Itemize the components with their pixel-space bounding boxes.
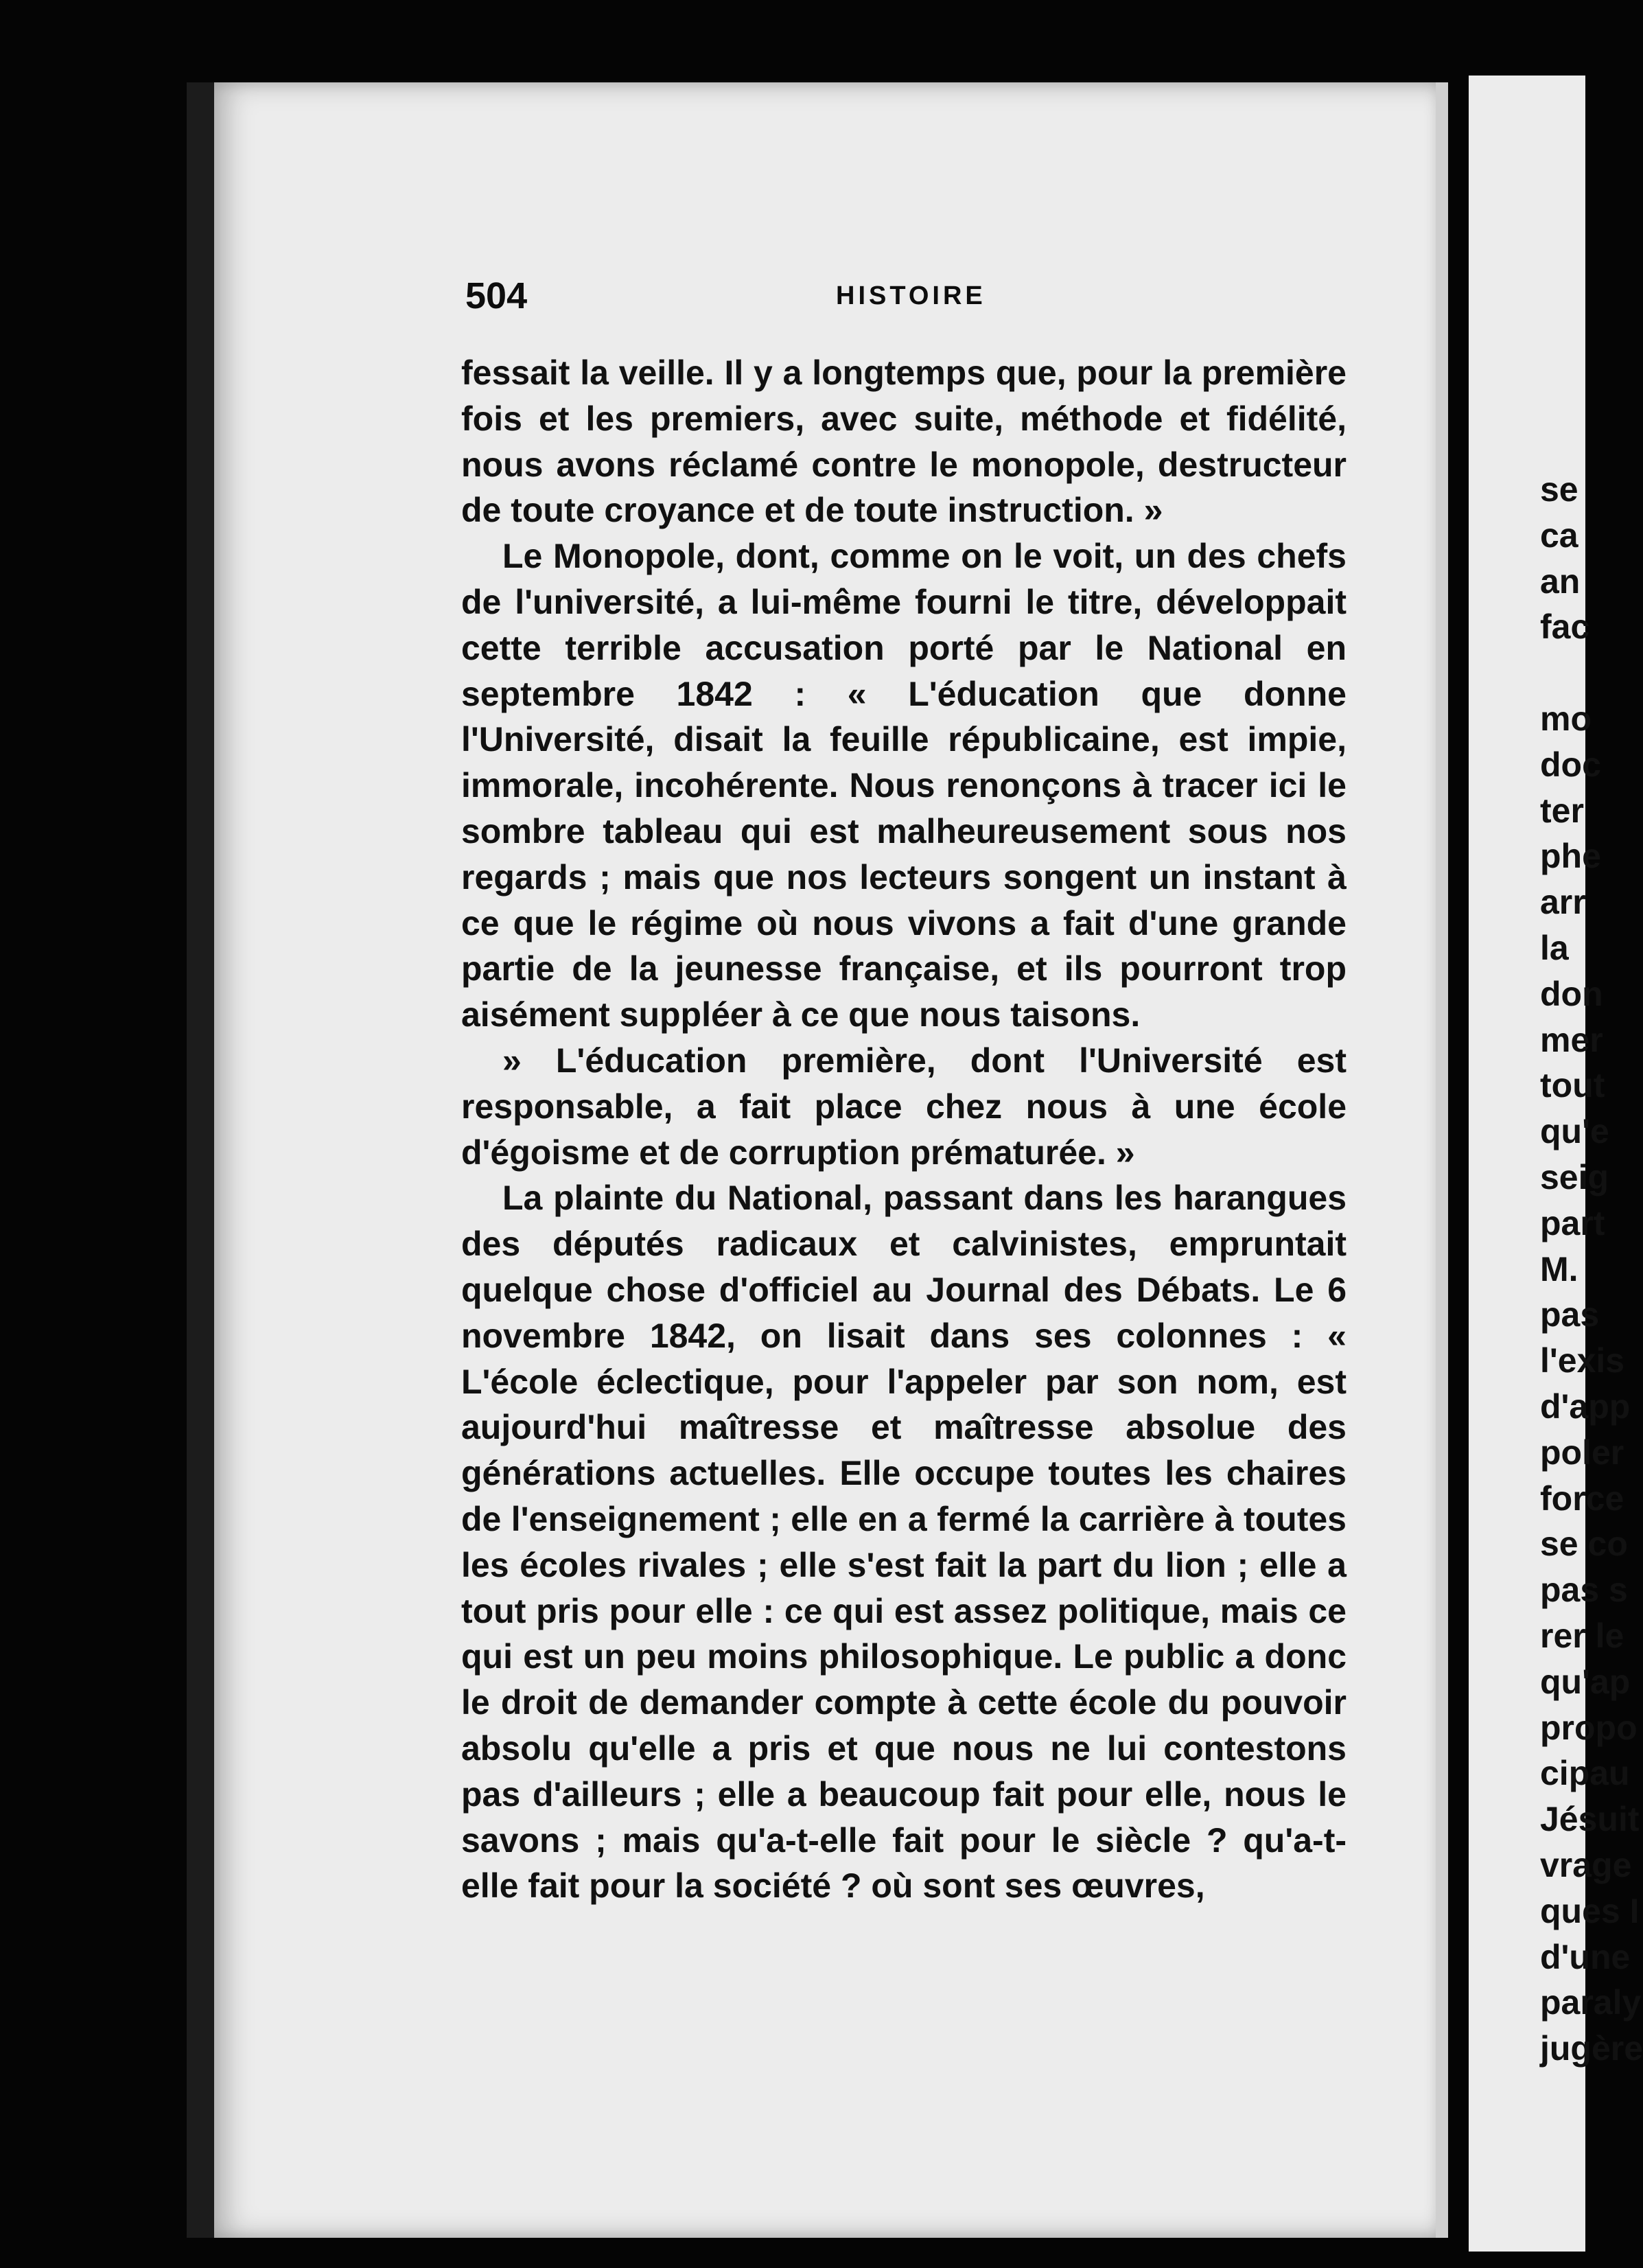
adjacent-line: ter [1540, 791, 1584, 830]
adjacent-line: an [1540, 562, 1581, 601]
adjacent-line: tout [1540, 1066, 1605, 1105]
adjacent-line: poler [1540, 1433, 1624, 1472]
adjacent-line: vrage [1540, 1845, 1632, 1884]
adjacent-line: phe [1540, 837, 1601, 876]
paragraph: fessait la veille. Il y a longtemps que, pour la première fois et les premiers, avec suite, méthode et fidélité, nous avons réclamé contre le monopole, destructeur de toute croyance et de toute instruction. » [461, 354, 1347, 530]
adjacent-line: doc [1540, 745, 1601, 784]
adjacent-line: qu'e [1540, 1112, 1609, 1151]
adjacent-line: M. [1540, 1249, 1578, 1288]
adjacent-line: mer [1540, 1020, 1603, 1059]
adjacent-line: ca [1540, 516, 1578, 555]
adjacent-line: l'exis [1540, 1341, 1625, 1380]
adjacent-page-text [1540, 467, 1643, 2072]
body-text [461, 350, 1347, 1909]
book-spine-shadow [187, 82, 214, 2238]
adjacent-line: mo [1540, 699, 1592, 738]
adjacent-line: jugère [1540, 2029, 1643, 2068]
adjacent-line: se co [1540, 1525, 1628, 1564]
adjacent-line: paraly [1540, 1983, 1642, 2022]
page-edge [1436, 82, 1448, 2238]
adjacent-line: fac [1540, 608, 1590, 647]
adjacent-line: arr [1540, 883, 1586, 922]
adjacent-line: d'app [1540, 1387, 1631, 1426]
adjacent-line: Jésuit [1540, 1800, 1640, 1839]
running-head: HISTOIRE [836, 281, 986, 310]
adjacent-line: qu'ap [1540, 1662, 1631, 1701]
adjacent-line: part [1540, 1203, 1605, 1242]
adjacent-line: don [1540, 974, 1603, 1013]
adjacent-line: seig [1540, 1157, 1609, 1196]
adjacent-line: force [1540, 1479, 1624, 1518]
paragraph: » L'éducation première, dont l'Université est responsable, a fait place chez nous à une école d'égoisme et de corruption prématurée. » [461, 1041, 1347, 1172]
adjacent-line: pas [1540, 1295, 1600, 1334]
page-header [465, 275, 1357, 323]
adjacent-line: d'une [1540, 1937, 1631, 1976]
paragraph: La plainte du National, passant dans les harangues des députés radicaux et calvinistes, empruntait quelque chose d'officiel au Journal des Débats. Le 6 novembre 1842, on lisait dans ses colonnes : « L'école éclectique, pour l'appeler par son nom, est aujourd'hui maîtresse et maîtresse absolue des générations actuelles. Elle occupe toutes les chaires de l'enseignement ; elle en a fermé la carrière à toutes les écoles rivales ; elle s'est fait la part du lion ; elle a tout pris pour elle : ce qui est assez politique, mais ce qui est un peu moins philosophique. Le public a donc le droit de demander compte à cette école du pouvoir absolu qu'elle a pris et que nous ne lui contestons pas d'ailleurs ; elle a beaucoup fait pour elle, nous le savons ; mais qu'a-t-elle fait pour le siècle ? qu'a-t-elle fait pour la société ? où sont ses œuvres, [461, 1179, 1347, 1906]
adjacent-line: pas s [1540, 1571, 1628, 1610]
adjacent-line: rer le [1540, 1616, 1624, 1655]
paragraph: Le Monopole, dont, comme on le voit, un des chefs de l'université, a lui-même fourni le titre, développait cette terrible accusation porté par le National en septembre 1842 : « L'éducation que donne l'Université, disait la feuille républicaine, est impie, immorale, incohérente. Nous renonçons à tracer ici le sombre tableau qui est malheureusement sous nos regards ; mais que nos lecteurs songent un instant à ce que le régime où nous vivons a fait d'une grande partie de la jeunesse française, et ils pourront trop aisément suppléer à ce que nous taisons. [461, 537, 1347, 1034]
adjacent-line [1540, 650, 1643, 696]
adjacent-line: se [1540, 470, 1578, 509]
adjacent-line: ques I [1540, 1891, 1640, 1930]
adjacent-page [1469, 76, 1643, 2252]
page-number: 504 [465, 275, 528, 316]
adjacent-line: propo [1540, 1708, 1638, 1747]
adjacent-line: la [1540, 928, 1569, 967]
adjacent-line: cipau [1540, 1754, 1630, 1793]
